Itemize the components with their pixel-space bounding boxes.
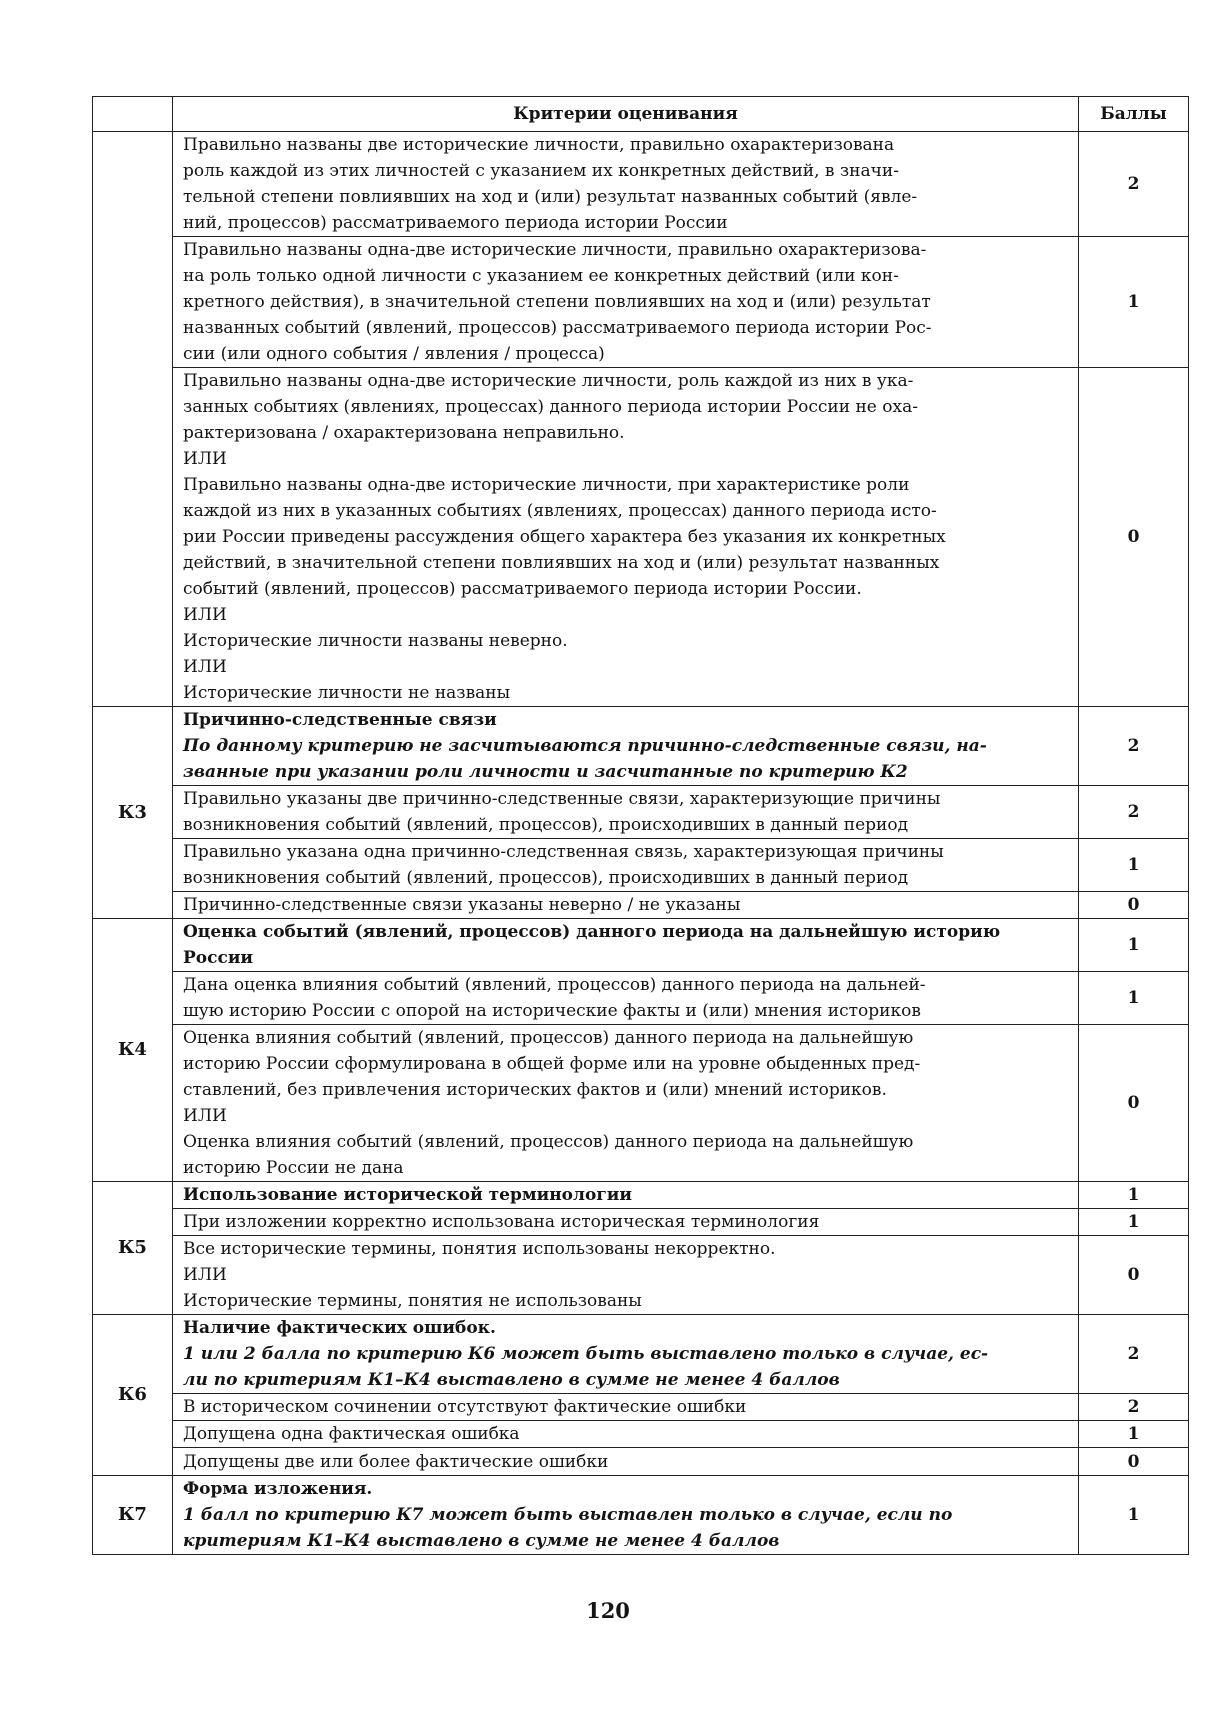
text-line: ний, процессов) рассматриваемого периода истории России [183, 213, 728, 233]
criterion-row [93, 1025, 1189, 1182]
criterion-row [93, 1448, 1189, 1476]
text-line: кретного действия), в значительной степени повлиявших на ход и (или) результат [183, 292, 931, 312]
criterion-code: К6 [93, 1315, 173, 1476]
criterion-row [93, 132, 1189, 237]
criterion-description [173, 1448, 1079, 1476]
criterion-title: Наличие фактических ошибок. [183, 1318, 496, 1338]
criterion-code: К4 [93, 919, 173, 1182]
text-line: Правильно названы две исторические личности, правильно охарактеризована [183, 135, 895, 155]
criterion-row [93, 1209, 1189, 1236]
text-line: тельной степени повлиявших на ход и (или) результат названных событий (явле- [183, 187, 918, 207]
text-line: При изложении корректно использована историческая терминология [183, 1212, 820, 1232]
header-code-cell [93, 97, 173, 132]
text-line: критериям К1–К4 выставлено в сумме не менее 4 баллов [183, 1531, 780, 1551]
text-line: 1 или 2 балла по критерию К6 может быть выставлено только в случае, ес- [183, 1344, 989, 1364]
criterion-row [93, 892, 1189, 919]
table-body [93, 132, 1189, 1555]
text-line: Допущена одна фактическая ошибка [183, 1424, 520, 1444]
criterion-code [93, 132, 173, 707]
text-line: роль каждой из этих личностей с указанием их конкретных действий, в значи- [183, 161, 899, 181]
text-line: В историческом сочинении отсутствуют фактические ошибки [183, 1397, 747, 1417]
criterion-heading-text [173, 1315, 1079, 1394]
text-line: занных событиях (явлениях, процессах) данного периода истории России не оха- [183, 397, 918, 417]
score-cell: 1 [1079, 1476, 1189, 1555]
text-line: ли по критериям К1–К4 выставлено в сумме не менее 4 баллов [183, 1370, 840, 1390]
text-line: званные при указании роли личности и засчитанные по критерию К2 [183, 762, 908, 782]
criterion-row [93, 972, 1189, 1025]
text-line: Все исторические термины, понятия использованы некорректно. [183, 1239, 776, 1259]
score-cell: 1 [1079, 1209, 1189, 1236]
score-cell: 0 [1079, 1448, 1189, 1476]
criterion-row [93, 839, 1189, 892]
criterion-row [93, 786, 1189, 839]
text-line: историю России не дана [183, 1158, 404, 1178]
text-line: По данному критерию не засчитываются причинно-следственные связи, на- [183, 736, 987, 756]
score-cell: 2 [1079, 132, 1189, 237]
text-line: на роль только одной личности с указанием ее конкретных действий (или кон- [183, 266, 899, 286]
score-cell: 0 [1079, 1236, 1189, 1315]
page-number: 120 [586, 1598, 630, 1623]
text-line: Причинно-следственные связи указаны неверно / не указаны [183, 895, 741, 915]
score-cell: 1 [1079, 1421, 1189, 1448]
criterion-row [93, 1394, 1189, 1421]
text-line: названных событий (явлений, процессов) рассматриваемого периода истории Рос- [183, 318, 932, 338]
score-cell: 2 [1079, 1315, 1189, 1394]
criterion-description [173, 1394, 1079, 1421]
text-line: Исторические термины, понятия не использованы [183, 1291, 642, 1311]
text-line: возникновения событий (явлений, процессов), происходивших в данный период [183, 815, 909, 835]
text-line: ИЛИ [183, 1265, 227, 1285]
score-cell: 2 [1079, 707, 1189, 786]
criterion-code: К5 [93, 1182, 173, 1315]
text-line: каждой из них в указанных событиях (явлениях, процессах) данного периода исто- [183, 501, 937, 521]
criterion-title: Причинно-следственные связи [183, 710, 497, 730]
criterion-description [173, 368, 1079, 707]
text-line: рактеризована / охарактеризована неправильно. [183, 423, 625, 443]
criterion-description [173, 1236, 1079, 1315]
score-cell: 1 [1079, 972, 1189, 1025]
header-criteria: Критерии оценивания [173, 97, 1079, 132]
criterion-title: Форма изложения. [183, 1479, 373, 1499]
text-line: шую историю России с опорой на исторические факты и (или) мнения историков [183, 1001, 921, 1021]
score-cell: 0 [1079, 368, 1189, 707]
score-cell: 1 [1079, 839, 1189, 892]
text-line: Оценка влияния событий (явлений, процессов) данного периода на дальнейшую [183, 1132, 914, 1152]
text-line: сии (или одного события / явления / процесса) [183, 344, 605, 364]
criterion-heading-row [93, 1182, 1189, 1209]
criterion-description [173, 839, 1079, 892]
score-cell: 0 [1079, 1025, 1189, 1182]
text-line: Оценка событий (явлений, процессов) данного периода на дальнейшую историю [183, 922, 1001, 942]
criterion-row [93, 1421, 1189, 1448]
criterion-description [173, 237, 1079, 368]
criterion-heading-row [93, 1315, 1189, 1394]
text-line: Дана оценка влияния событий (явлений, процессов) данного периода на дальней- [183, 975, 926, 995]
text-line: Правильно указана одна причинно-следственная связь, характеризующая причины [183, 842, 944, 862]
text-line: возникновения событий (явлений, процессов), происходивших в данный период [183, 868, 909, 888]
text-line: ИЛИ [183, 657, 227, 677]
criterion-heading-row [93, 1476, 1189, 1555]
score-cell: 1 [1079, 1182, 1189, 1209]
criterion-description [173, 1025, 1079, 1182]
score-cell: 1 [1079, 919, 1189, 972]
criterion-heading-row [93, 707, 1189, 786]
text-line: ИЛИ [183, 1106, 227, 1126]
score-cell: 0 [1079, 892, 1189, 919]
text-line: Правильно названы одна-две исторические личности, роль каждой из них в ука- [183, 371, 914, 391]
text-line: Правильно названы одна-две исторические личности, при характеристике роли [183, 475, 910, 495]
criterion-heading-text [173, 1476, 1079, 1555]
criterion-description [173, 132, 1079, 237]
text-line: рии России приведены рассуждения общего характера без указания их конкретных [183, 527, 946, 547]
text-line: 1 балл по критерию К7 может быть выставлен только в случае, если по [183, 1505, 953, 1525]
text-line: Правильно названы одна-две исторические личности, правильно охарактеризова- [183, 240, 927, 260]
criterion-description [173, 786, 1079, 839]
text-line: Допущены две или более фактические ошибки [183, 1451, 609, 1472]
criteria-table [92, 96, 1189, 1555]
criterion-row [93, 368, 1189, 707]
score-cell: 2 [1079, 786, 1189, 839]
text-line: Исторические личности названы неверно. [183, 631, 568, 651]
score-cell: 1 [1079, 237, 1189, 368]
text-line: ИЛИ [183, 605, 227, 625]
criterion-row [93, 1236, 1189, 1315]
criterion-title: Использование исторической терминологии [183, 1185, 632, 1205]
criterion-description [173, 1421, 1079, 1448]
criterion-code: К3 [93, 707, 173, 919]
criterion-code: К7 [93, 1476, 173, 1555]
text-line: историю России сформулирована в общей форме или на уровне обыденных пред- [183, 1054, 921, 1074]
text-line: ИЛИ [183, 449, 227, 469]
text-line: действий, в значительной степени повлиявших на ход и (или) результат названных [183, 553, 940, 573]
criterion-heading-text [173, 707, 1079, 786]
text-line: ставлений, без привлечения исторических фактов и (или) мнений историков. [183, 1080, 887, 1100]
criterion-heading-row [93, 919, 1189, 972]
text-line: событий (явлений, процессов) рассматриваемого периода истории России. [183, 579, 862, 599]
criterion-description [173, 892, 1079, 919]
text-line: Исторические личности не названы [183, 683, 511, 703]
criterion-heading-text [173, 919, 1079, 972]
text-line: России [183, 948, 254, 968]
criterion-heading-text [173, 1182, 1079, 1209]
criterion-description [173, 972, 1079, 1025]
text-line: Правильно указаны две причинно-следственные связи, характеризующие причины [183, 789, 941, 809]
table-header-row [93, 97, 1189, 132]
score-cell: 2 [1079, 1394, 1189, 1421]
header-score: Баллы [1079, 97, 1189, 132]
criterion-description [173, 1209, 1079, 1236]
text-line: Оценка влияния событий (явлений, процессов) данного периода на дальнейшую [183, 1028, 914, 1048]
criterion-row [93, 237, 1189, 368]
